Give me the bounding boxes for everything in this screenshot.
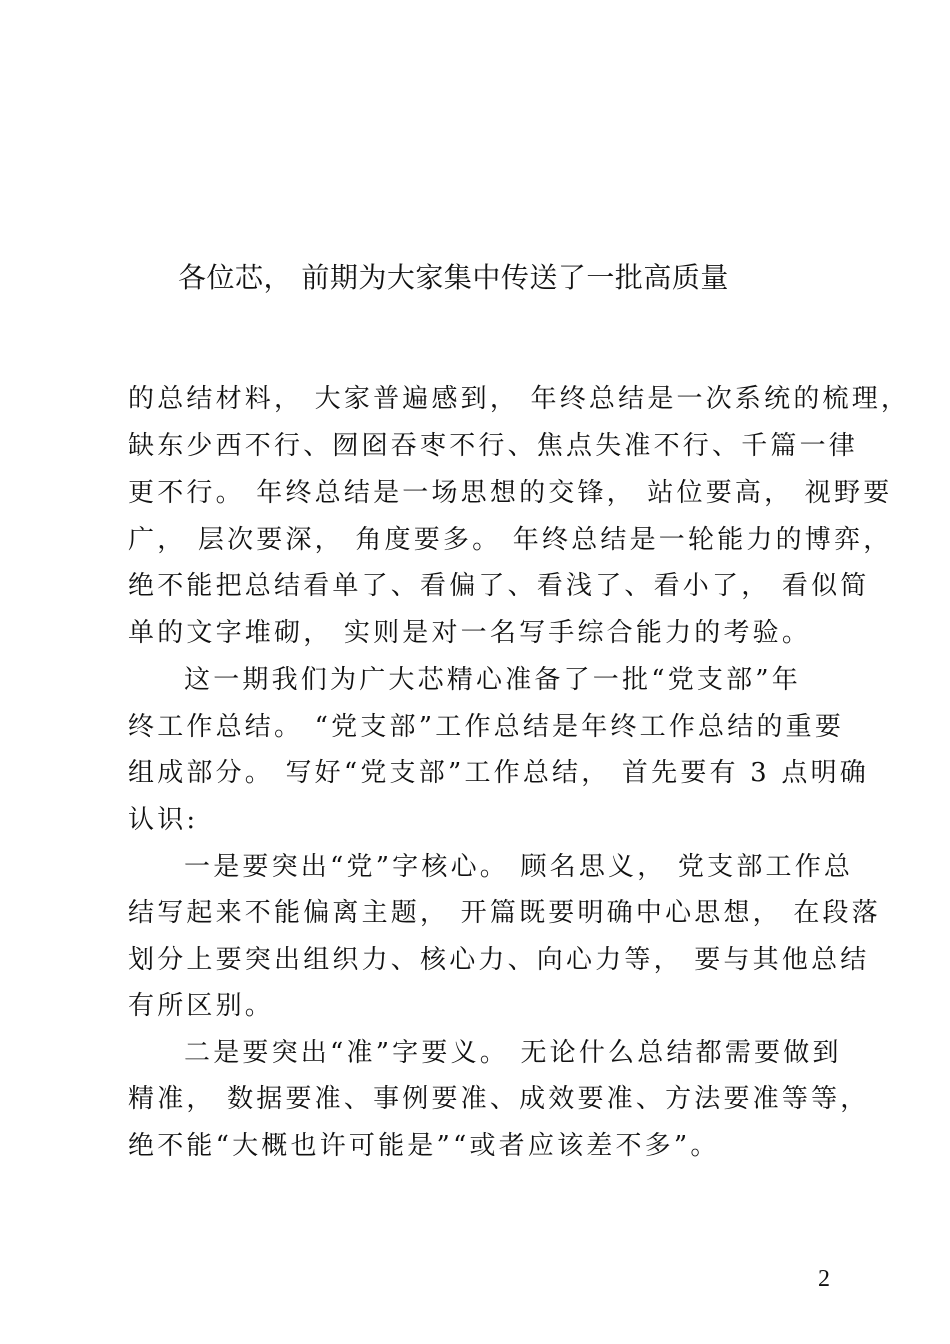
body-line: 的总结材料， 大家普遍感到， 年终总结是一次系统的梳理， — [128, 384, 911, 414]
body-line: 有所区别。 — [128, 991, 275, 1021]
paragraph-start-line: 一是要突出“党”字核心。 顾名思义， 党支部工作总 — [184, 852, 854, 882]
body-line: 单的文字堆砌， 实则是对一名写手综合能力的考验。 — [128, 618, 812, 648]
body-line: 广， 层次要深， 角度要多。 年终总结是一轮能力的博弈， — [128, 525, 893, 555]
paragraph-start-line: 二是要突出“准”字要义。 无论什么总结都需要做到 — [184, 1038, 842, 1068]
body-line: 精准， 数据要准、事例要准、成效要准、方法要准等等， — [128, 1084, 870, 1114]
body-line: 更不行。 年终总结是一场思想的交锋， 站位要高， 视野要 — [128, 478, 893, 508]
page-number: 2 — [818, 1266, 830, 1292]
body-line: 组成部分。 写好“党支部”工作总结， 首先要有 3 点明确 — [128, 758, 869, 788]
body-line: 绝不能把总结看单了、看偏了、看浅了、看小了， 看似简 — [128, 571, 870, 601]
body-line: 缺东少西不行、囫囵吞枣不行、焦点失准不行、千篇一律 — [128, 431, 859, 461]
body-line: 绝不能“大概也许可能是”“或者应该差不多”。 — [128, 1131, 720, 1161]
body-line: 结写起来不能偏离主题， 开篇既要明确中心思想， 在段落 — [128, 898, 881, 928]
paragraph-start-line: 这一期我们为广大芯精心准备了一批“党支部”年 — [184, 665, 801, 695]
document-heading: 各位芯， 前期为大家集中传送了一批高质量 — [178, 261, 729, 294]
body-line: 终工作总结。 “党支部”工作总结是年终工作总结的重要 — [128, 712, 845, 742]
body-line: 划分上要突出组织力、核心力、向心力等， 要与其他总结 — [128, 945, 870, 975]
body-line: 认识: — [128, 805, 199, 835]
